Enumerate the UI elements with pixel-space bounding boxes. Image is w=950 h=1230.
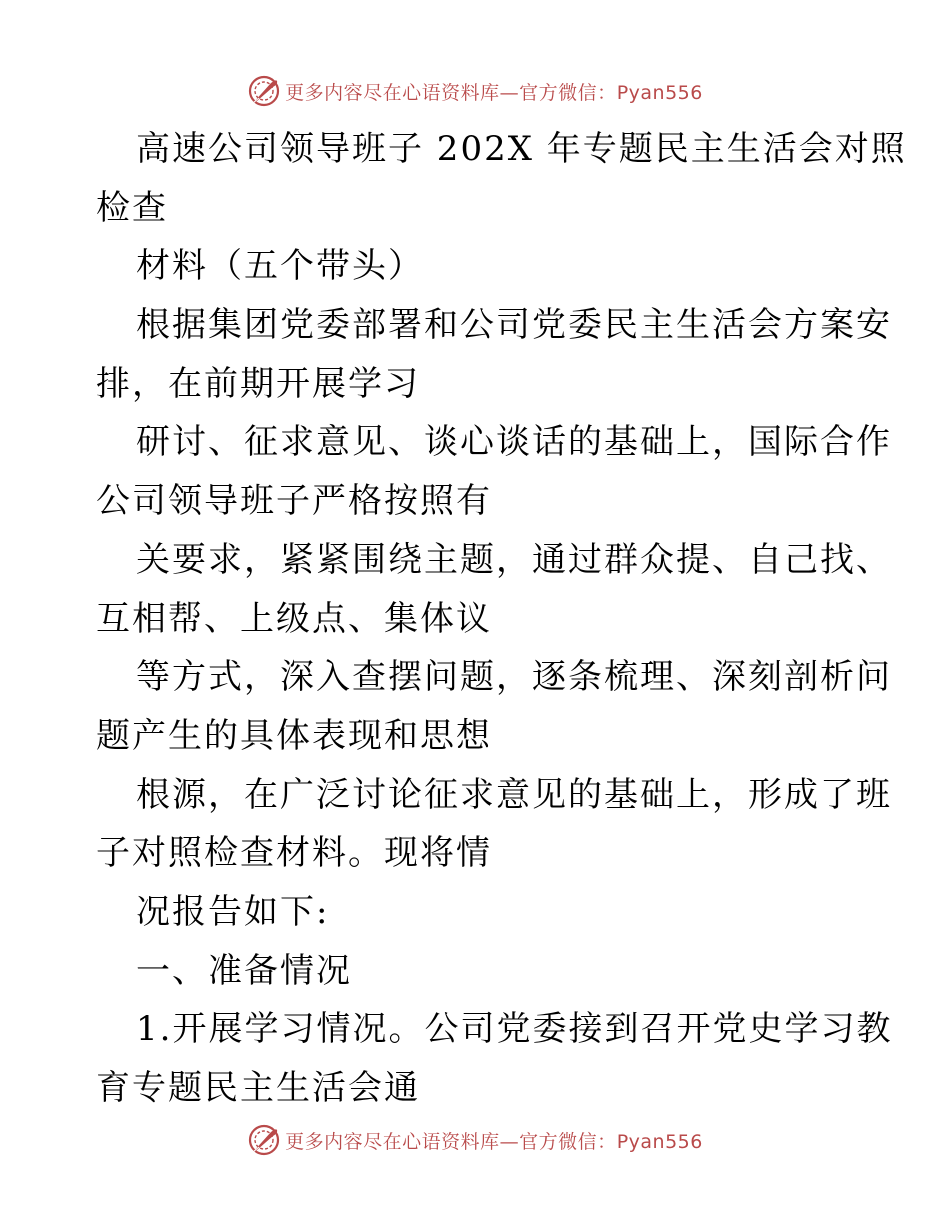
watermark-label: 官方微信： — [519, 1130, 617, 1153]
document-line: 检查 — [96, 187, 168, 228]
document-line: 根据集团党委部署和公司党委民主生活会方案安 — [136, 305, 892, 346]
watermark-account: Pyan556 — [616, 81, 703, 104]
document-line: 排，在前期开展学习 — [96, 363, 420, 404]
document-line: 材料（五个带头） — [136, 246, 424, 287]
document-line: 关要求，紧紧围绕主题，通过群众提、自己找、 — [136, 539, 892, 580]
document-line: 公司领导班子严格按照有 — [96, 481, 492, 522]
document-line: 子对照检查材料。现将情 — [96, 833, 492, 874]
document-line: 等方式，深入查摆问题，逐条梳理、深刻剖析问 — [136, 657, 892, 698]
document-line: 题产生的具体表现和思想 — [96, 715, 492, 756]
document-line: 育专题民主生活会通 — [96, 1068, 420, 1108]
document-line: 互相帮、上级点、集体议 — [96, 598, 492, 639]
watermark-text — [285, 1127, 703, 1154]
header-watermark — [0, 71, 950, 111]
footer-watermark — [0, 1120, 950, 1160]
watermark-account: Pyan556 — [616, 1130, 703, 1153]
watermark-label: 官方微信： — [519, 81, 617, 104]
document-line: 一、准备情况 — [136, 950, 352, 991]
document-body — [96, 120, 907, 1118]
document-line: 根源，在广泛讨论征求意见的基础上，形成了班 — [136, 774, 892, 815]
document-line: 1.开展学习情况。公司党委接到召开党史学习教 — [136, 1009, 893, 1050]
quill-logo-icon — [247, 1123, 281, 1157]
document-line: 况报告如下: — [136, 891, 330, 932]
watermark-brand: 更多内容尽在心语资料库 — [285, 81, 500, 104]
document-line: 高速公司领导班子 202X 年专题民主生活会对照 — [136, 129, 907, 169]
watermark-separator: — — [499, 1130, 520, 1153]
quill-logo-icon — [247, 74, 281, 108]
watermark-text — [285, 78, 703, 105]
watermark-brand: 更多内容尽在心语资料库 — [285, 1130, 500, 1153]
document-line: 研讨、征求意见、谈心谈话的基础上，国际合作 — [136, 422, 892, 463]
watermark-separator: — — [499, 81, 520, 104]
